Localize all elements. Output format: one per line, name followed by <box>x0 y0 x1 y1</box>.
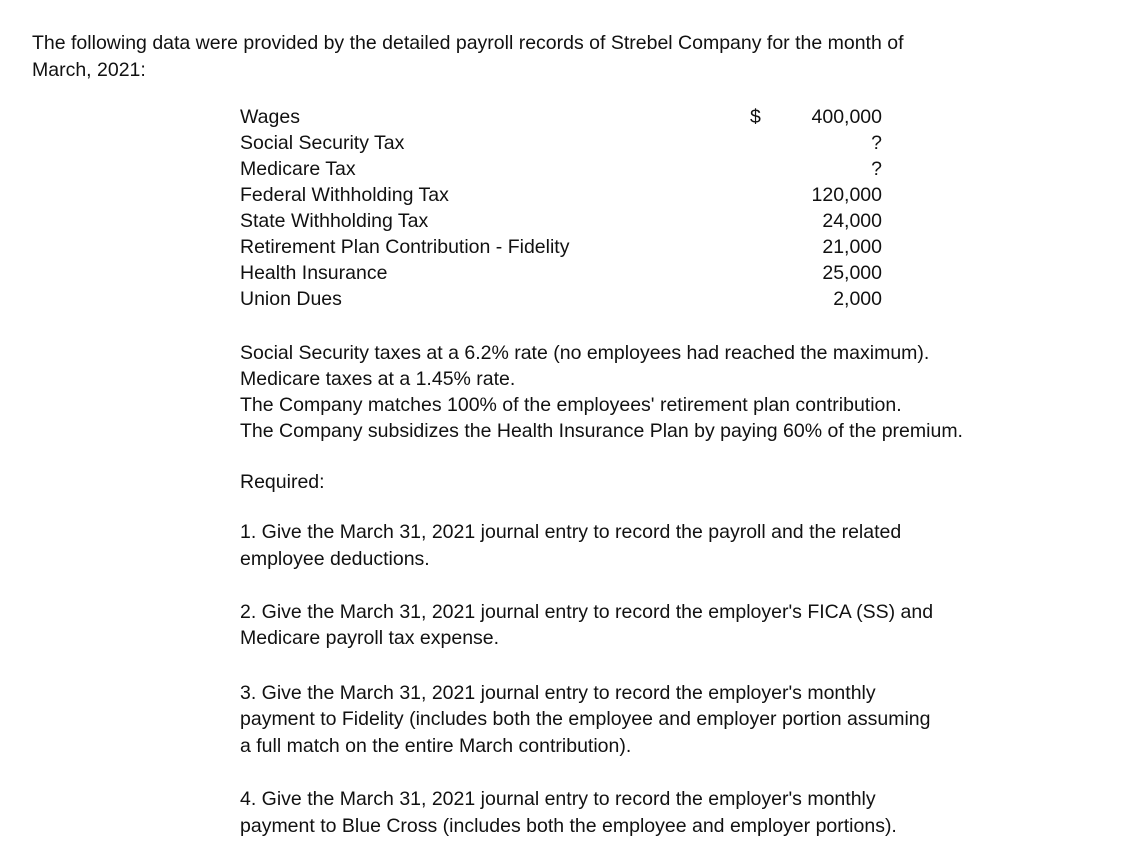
required-heading: Required: <box>240 471 325 493</box>
question-line: Medicare payroll tax expense. <box>240 627 500 649</box>
question-line: payment to Blue Cross (includes both the employee and employer portions). <box>240 815 897 837</box>
payroll-amount-health-insurance: 25,000 <box>822 262 882 284</box>
payroll-label-retirement: Retirement Plan Contribution - Fidelity <box>240 236 570 258</box>
payroll-amount-wages: 400,000 <box>811 106 882 128</box>
note-health-subsidy: The Company subsidizes the Health Insurance Plan by paying 60% of the premium. <box>240 420 963 442</box>
payroll-label-wages: Wages <box>240 106 300 128</box>
payroll-amount-retirement: 21,000 <box>822 236 882 258</box>
payroll-label-state-withholding: State Withholding Tax <box>240 210 429 232</box>
payroll-label-federal-withholding: Federal Withholding Tax <box>240 184 449 206</box>
payroll-label-medicare: Medicare Tax <box>240 158 356 180</box>
question-line: 2. Give the March 31, 2021 journal entry to record the employer's FICA (SS) and <box>240 601 934 623</box>
payroll-amount-state-withholding: 24,000 <box>822 210 882 232</box>
note-retirement-match: The Company matches 100% of the employees' retirement plan contribution. <box>240 394 902 416</box>
intro-line-2: March, 2021: <box>32 59 146 81</box>
payroll-amount-medicare: ? <box>871 158 882 180</box>
payroll-label-health-insurance: Health Insurance <box>240 262 388 284</box>
intro-line-1: The following data were provided by the detailed payroll records of Strebel Company for the month of <box>32 32 904 54</box>
payroll-amount-social-security: ? <box>871 132 882 154</box>
payroll-label-social-security: Social Security Tax <box>240 132 405 154</box>
question-line: 4. Give the March 31, 2021 journal entry to record the employer's monthly <box>240 788 876 810</box>
payroll-amount-federal-withholding: 120,000 <box>811 184 882 206</box>
payroll-label-union-dues: Union Dues <box>240 288 342 310</box>
question-line: employee deductions. <box>240 548 430 570</box>
question-line: a full match on the entire March contribution). <box>240 735 632 757</box>
note-social-security-rate: Social Security taxes at a 6.2% rate (no employees had reached the maximum). <box>240 342 930 364</box>
note-medicare-rate: Medicare taxes at a 1.45% rate. <box>240 368 516 390</box>
question-line: 3. Give the March 31, 2021 journal entry to record the employer's monthly <box>240 682 876 704</box>
payroll-amount-union-dues: 2,000 <box>833 288 882 310</box>
payroll-currency-wages: $ <box>750 106 761 128</box>
question-line: payment to Fidelity (includes both the employee and employer portion assuming <box>240 708 931 730</box>
question-line: 1. Give the March 31, 2021 journal entry to record the payroll and the related <box>240 521 902 543</box>
